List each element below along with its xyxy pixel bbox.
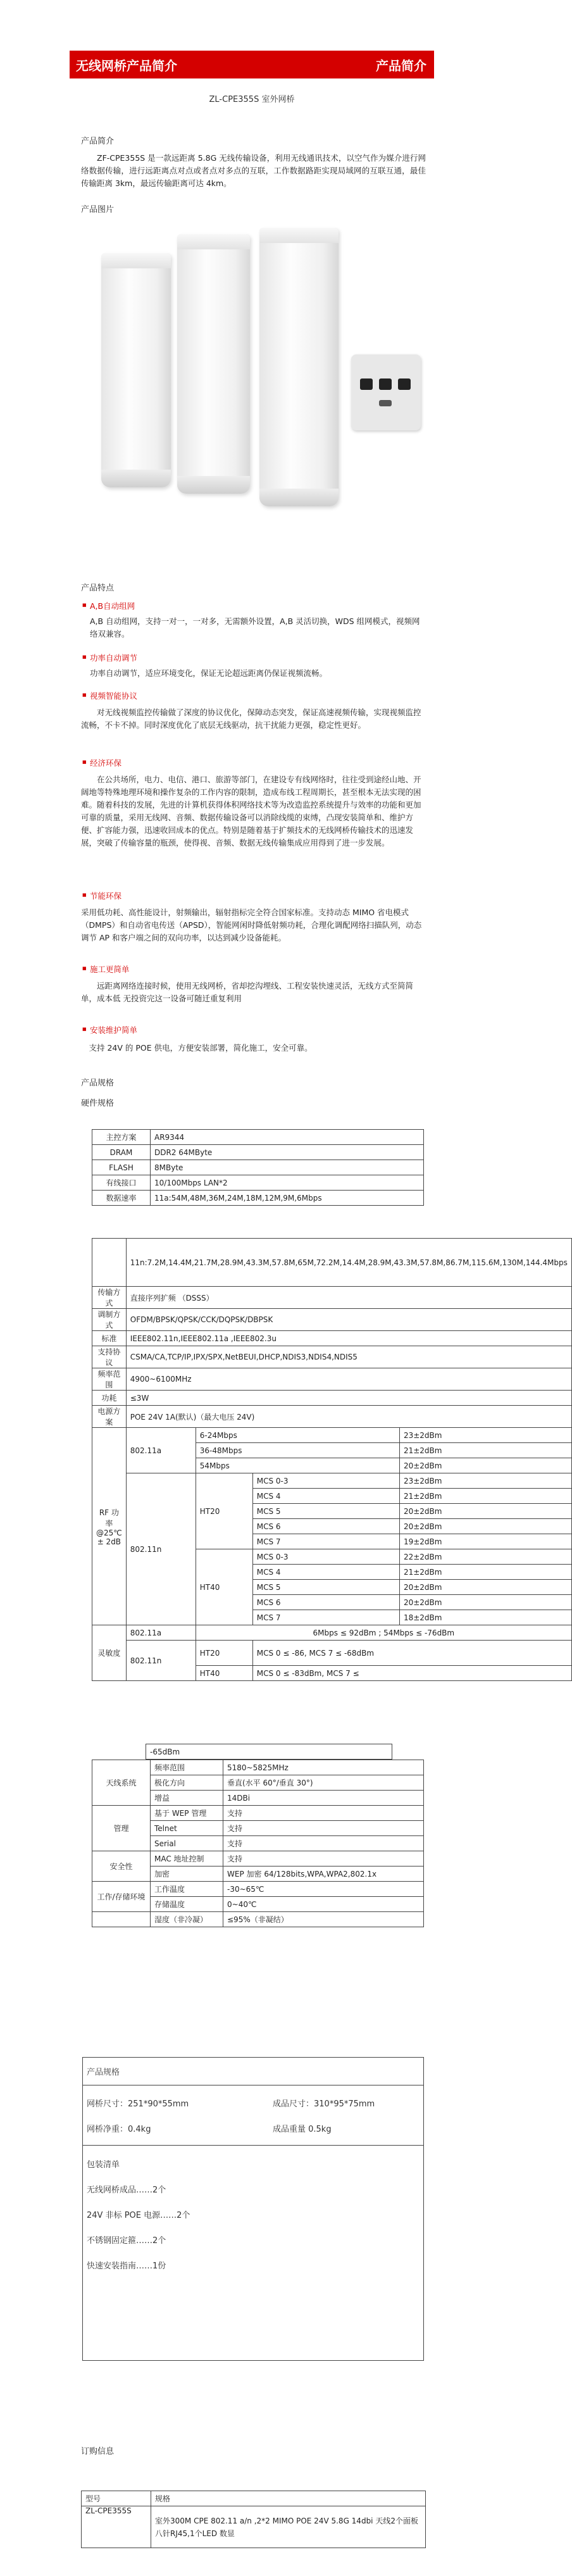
table-cell: DRAM — [92, 1145, 151, 1160]
net-weight: 网桥净重：0.4kg — [87, 2125, 151, 2134]
table-cell: 802.11a — [126, 1625, 196, 1641]
table-cell: IEEE802.11n,IEEE802.11a ,IEEE802.3u — [126, 1331, 571, 1346]
table-cell: FLASH — [92, 1160, 151, 1175]
table-cell: 极化方向 — [151, 1775, 223, 1791]
table-cell: AR9344 — [151, 1130, 424, 1145]
table-cell: 规格 — [151, 2491, 426, 2506]
table-row — [92, 1368, 572, 1391]
table-cell: MCS 5 — [252, 1504, 399, 1519]
package-title: 产品规格 — [87, 2068, 120, 2077]
title-banner — [70, 51, 434, 78]
table-cell: 湿度（非冷凝） — [151, 1912, 223, 1927]
table-cell: 天线系统 — [92, 1760, 151, 1806]
table-cell: 支持 — [223, 1851, 424, 1866]
feature-title-1: ■ A,B自动组网 — [90, 600, 135, 611]
table-cell: 基于 WEP 管理 — [151, 1806, 223, 1821]
table-cell: -30~65℃ — [223, 1882, 424, 1897]
table-cell: 支持 — [223, 1836, 424, 1851]
hw-title: 硬件规格 — [81, 1099, 115, 1108]
table-cell: Telnet — [151, 1821, 223, 1836]
table-row — [92, 1175, 424, 1191]
table-row — [92, 1287, 572, 1309]
table-cell: 23±2dBm — [399, 1473, 571, 1489]
table-cell: 安全性 — [92, 1851, 151, 1882]
table-row — [92, 1309, 572, 1331]
feature-text-2: 功率自动调节，适应环境变化，保证无论超远距离仍保证视频流畅。 — [90, 668, 328, 678]
intro-text: ZF-CPE355S 是一款远距离 5.8G 无线传输设备，利用无线通讯技术，以空气作为媒介进行网络数据传输，进行远距离点对点或者点对多点的互联，工作数据路距实现局域网的互联互通，最佳传输距离 3km，最远传输距离可达 4km。 — [81, 153, 426, 188]
table-row — [92, 1760, 424, 1775]
device-photo-back — [259, 228, 339, 506]
feature-text-7: 支持 24V 的 POE 供电，方便安装部署，简化施工，安全可靠。 — [89, 1043, 313, 1053]
pack-list-title: 包装清单 — [87, 2160, 120, 2170]
table-cell: ≤95%（非凝结） — [223, 1912, 424, 1927]
product-model: ZL-CPE355S 室外网桥 — [209, 95, 295, 104]
table-cell: 10/100Mbps LAN*2 — [151, 1175, 424, 1191]
device-ports-photo — [351, 354, 421, 430]
intro-title: 产品简介 — [81, 137, 115, 146]
table-cell: 21±2dBm — [399, 1443, 571, 1458]
pack-item: 快速安装指南……1份 — [87, 2261, 166, 2271]
table-cell: OFDM/BPSK/QPSK/CCK/DQPSK/DBPSK — [126, 1309, 571, 1331]
table-cell: MCS 0-3 — [252, 1473, 399, 1489]
table-cell: 19±2dBm — [399, 1534, 571, 1549]
order-table — [81, 2491, 426, 2548]
table-cell: 23±2dBm — [399, 1428, 571, 1443]
table-cell: POE 24V 1A(默认)（最大电压 24V) — [126, 1406, 571, 1428]
table-cell: CSMA/CA,TCP/IP,IPX/SPX,NetBEUI,DHCP,NDIS3,NDIS4,NDIS5 — [126, 1346, 571, 1368]
table-row — [92, 1406, 572, 1428]
table-cell: 增益 — [151, 1791, 223, 1806]
table-cell: HT20 — [196, 1641, 252, 1666]
features-title: 产品特点 — [81, 584, 115, 593]
table-cell: WEP 加密 64/128bits,WPA,WPA2,802.1x — [223, 1866, 424, 1882]
table-cell: ≤3W — [126, 1391, 571, 1406]
table-cell: MCS 7 — [252, 1534, 399, 1549]
table-row — [92, 1331, 572, 1346]
table-cell: 36-48Mbps — [196, 1443, 399, 1458]
table-cell: 频率范围 — [92, 1368, 127, 1391]
table-cell: 支持协议 — [92, 1346, 127, 1368]
feature-title-7: ■ 安装维护简单 — [90, 1024, 137, 1035]
table-row — [82, 2491, 426, 2506]
gross-weight: 成品重量 0.5kg — [273, 2125, 332, 2134]
device-photo-side — [177, 234, 250, 494]
table-cell: 6Mbps ≤ 92dBm ; 54Mbps ≤ -76dBm — [196, 1625, 571, 1641]
table-row — [92, 1625, 572, 1641]
rf-table — [92, 1238, 572, 1681]
table-cell: 支持 — [223, 1806, 424, 1821]
table-cell: MCS 0 ≤ -83dBm, MCS 7 ≤ — [252, 1666, 571, 1681]
table-row — [92, 1191, 424, 1206]
table-row — [146, 1744, 392, 1760]
table-row — [92, 1239, 572, 1287]
table-cell: 管理 — [92, 1806, 151, 1851]
table-cell: 工作/存储环境 — [92, 1882, 151, 1912]
table-cell: 22±2dBm — [399, 1549, 571, 1565]
table-row — [92, 1806, 424, 1821]
table-cell: HT20 — [196, 1473, 252, 1549]
table-cell: 直接序列扩频 （DSSS） — [126, 1287, 571, 1309]
table-row — [92, 1473, 572, 1489]
table-cell: MCS 4 — [252, 1489, 399, 1504]
table-cell: ZL-CPE355S — [82, 2506, 151, 2548]
table-cell: 灵敏度 — [92, 1625, 127, 1681]
table-cell: 功耗 — [92, 1391, 127, 1406]
table-cell: MCS 7 — [252, 1610, 399, 1625]
feature-text-5: 采用低功耗、高性能设计，射频输出，辐射指标完全符合国家标准。支持动态 MIMO 省电模式（DMPS）和自动省电传送（APSD），智能网闲时降低射频功耗，合理化调配网络扫描队列，动态调节 AP 和客户端之间的双向功率，以达到减少设备能耗。 — [81, 908, 422, 942]
table-cell: 电源方案 — [92, 1406, 127, 1428]
table-cell: 14DBi — [223, 1791, 424, 1806]
pack-item: 无线网桥成品……2个 — [87, 2185, 166, 2195]
product-photos — [95, 228, 424, 532]
table-cell: 加密 — [151, 1866, 223, 1882]
feature-title-3: ■ 视频智能协议 — [90, 690, 137, 701]
table-cell: -65dBm — [146, 1744, 392, 1760]
feature-text-4: 在公共场所，电力、电信、港口、旅游等部门，在建设专有线网络时，往往受到途经山地、开阔地等特殊地理环境和操作复杂的工作内容的限制，造成布线工程周期长，甚至根本无法实现的困难。随着科技的发展，先进的计算机获得体积网络技术等为改造监控系统提升与效率的功能和更加可靠的质量，采用无线网、音频、数据传输设备可以消除线缆的束缚，凸现安装简单和、维护方便、扩容能力强，迅速收回成本的优点。特别是随着基于扩频技术的无线网桥传输技术的迅速发展，突破了传输容量的瓶颈，使得视、音频、数据无线传输集成应用得到了进一步发展。 — [81, 775, 421, 847]
feature-title-4: ■ 经济环保 — [90, 757, 121, 768]
table-row — [92, 1145, 424, 1160]
pack-item: 不锈钢固定箍……2个 — [87, 2236, 166, 2246]
table-row — [92, 1391, 572, 1406]
table-row — [92, 1641, 572, 1666]
spec-title: 产品规格 — [81, 1079, 115, 1088]
table-cell: 室外300M CPE 802.11 a/n ,2*2 MIMO POE 24V 5.8G 14dbi 天线2个面板八针RJ45,1个LED 数显 — [151, 2506, 426, 2548]
table-cell: 20±2dBm — [399, 1580, 571, 1595]
table-cell: 20±2dBm — [399, 1458, 571, 1473]
system-table — [92, 1760, 424, 1927]
table-row — [92, 1160, 424, 1175]
pack-item: 24V 非标 POE 电源……2个 — [87, 2211, 190, 2220]
table-cell: MCS 0-3 — [252, 1549, 399, 1565]
table-cell: 18±2dBm — [399, 1610, 571, 1625]
table-cell: 主控方案 — [92, 1130, 151, 1145]
feature-title-6: ■ 施工更简单 — [90, 963, 130, 975]
package-box — [82, 2057, 424, 2361]
table-cell: 型号 — [82, 2491, 151, 2506]
table-cell: 传输方式 — [92, 1287, 127, 1309]
rf-power-title: RF 功率 — [99, 1508, 119, 1528]
table-cell: MCS 6 — [252, 1519, 399, 1534]
table-cell: 支持 — [223, 1821, 424, 1836]
feature-text-6: 远距离网络连接时候，使用无线网桥，省却挖沟埋线、工程安装快速灵活，无线方式至简简单，成本低 无投资完这一设备可随迁重复利用 — [81, 981, 414, 1003]
table-cell: 21±2dBm — [399, 1565, 571, 1580]
table-cell: 调制方式 — [92, 1309, 127, 1331]
table-cell: 20±2dBm — [399, 1504, 571, 1519]
feature-text-3: 对无线视频监控传输做了深度的协议优化，保障动态突发，保证高速视频传输，实现视频监控流畅，不卡不掉。同时深度优化了底层无线驱动，抗干扰能力更强，稳定性更好。 — [81, 708, 421, 730]
table-cell: HT40 — [196, 1666, 252, 1681]
rf-power-label — [92, 1428, 127, 1625]
table-row — [92, 1130, 424, 1145]
table-cell: 11a:54M,48M,36M,24M,18M,12M,9M,6Mbps — [151, 1191, 424, 1206]
table-cell: 频率范围 — [151, 1760, 223, 1775]
table-cell: 5180~5825MHz — [223, 1760, 424, 1775]
table-cell: MAC 地址控制 — [151, 1851, 223, 1866]
order-title: 订购信息 — [81, 2447, 115, 2456]
images-title: 产品图片 — [81, 205, 115, 215]
box-size: 成品尺寸：310*95*75mm — [273, 2099, 375, 2109]
table-cell: 20±2dBm — [399, 1595, 571, 1610]
rate-11n: 11n:7.2M,14.4M,21.7M,28.9M,43.3M,57.8M,65M,72.2M,14.4M,28.9M,43.3M,57.8M,86.7M,115.6M,130M,144.4Mbps — [126, 1239, 571, 1287]
table-cell: 0~40℃ — [223, 1897, 424, 1912]
table-cell: 802.11a — [126, 1428, 196, 1473]
table-cell: 垂直(水平 60°/垂直 30°) — [223, 1775, 424, 1791]
table-cell: 存储温度 — [151, 1897, 223, 1912]
table-cell: 有线接口 — [92, 1175, 151, 1191]
table-cell: 20±2dBm — [399, 1519, 571, 1534]
rf-power-tolerance: @25℃± 2dB — [96, 1528, 122, 1546]
hardware-table — [92, 1129, 424, 1206]
table-cell: MCS 0 ≤ -86, MCS 7 ≤ -68dBm — [252, 1641, 571, 1666]
banner-title: 无线网桥产品简介 — [76, 58, 177, 73]
table-cell: 6-24Mbps — [196, 1428, 399, 1443]
table-cell: 工作温度 — [151, 1882, 223, 1897]
table-cell: 54Mbps — [196, 1458, 399, 1473]
table-row — [92, 1428, 572, 1443]
table-row — [92, 1851, 424, 1866]
feature-title-5: ■ 节能环保 — [90, 890, 121, 901]
table-cell: HT40 — [196, 1549, 252, 1625]
table-cell: 802.11n — [126, 1473, 196, 1625]
device-photo-front — [101, 253, 171, 487]
table-cell: DDR2 64MByte — [151, 1145, 424, 1160]
table-cell: 8MByte — [151, 1160, 424, 1175]
table-cell: 802.11n — [126, 1641, 196, 1681]
table-row — [92, 1882, 424, 1897]
feature-title-2: ■ 功率自动调节 — [90, 652, 137, 663]
table-row — [82, 2506, 426, 2548]
table-cell: Serial — [151, 1836, 223, 1851]
table-row — [92, 1346, 572, 1368]
table-cell: 21±2dBm — [399, 1489, 571, 1504]
table-cell: MCS 5 — [252, 1580, 399, 1595]
banner-subtitle: 产品简介 — [376, 58, 426, 73]
table-row — [92, 1912, 424, 1927]
package-header — [83, 2058, 423, 2085]
table-cell: 数据速率 — [92, 1191, 151, 1206]
table-cell: 标准 — [92, 1331, 127, 1346]
table-cell: MCS 6 — [252, 1595, 399, 1610]
table-cell: MCS 4 — [252, 1565, 399, 1580]
bridge-size: 网桥尺寸：251*90*55mm — [87, 2099, 189, 2109]
feature-text-1: A,B 自动组网，支持一对一，一对多，无需额外设置，A,B 灵活切换，WDS 组网模式，视频网络双兼容。 — [90, 616, 420, 639]
table-cell: 4900~6100MHz — [126, 1368, 571, 1391]
sens-tail-table — [146, 1744, 392, 1760]
